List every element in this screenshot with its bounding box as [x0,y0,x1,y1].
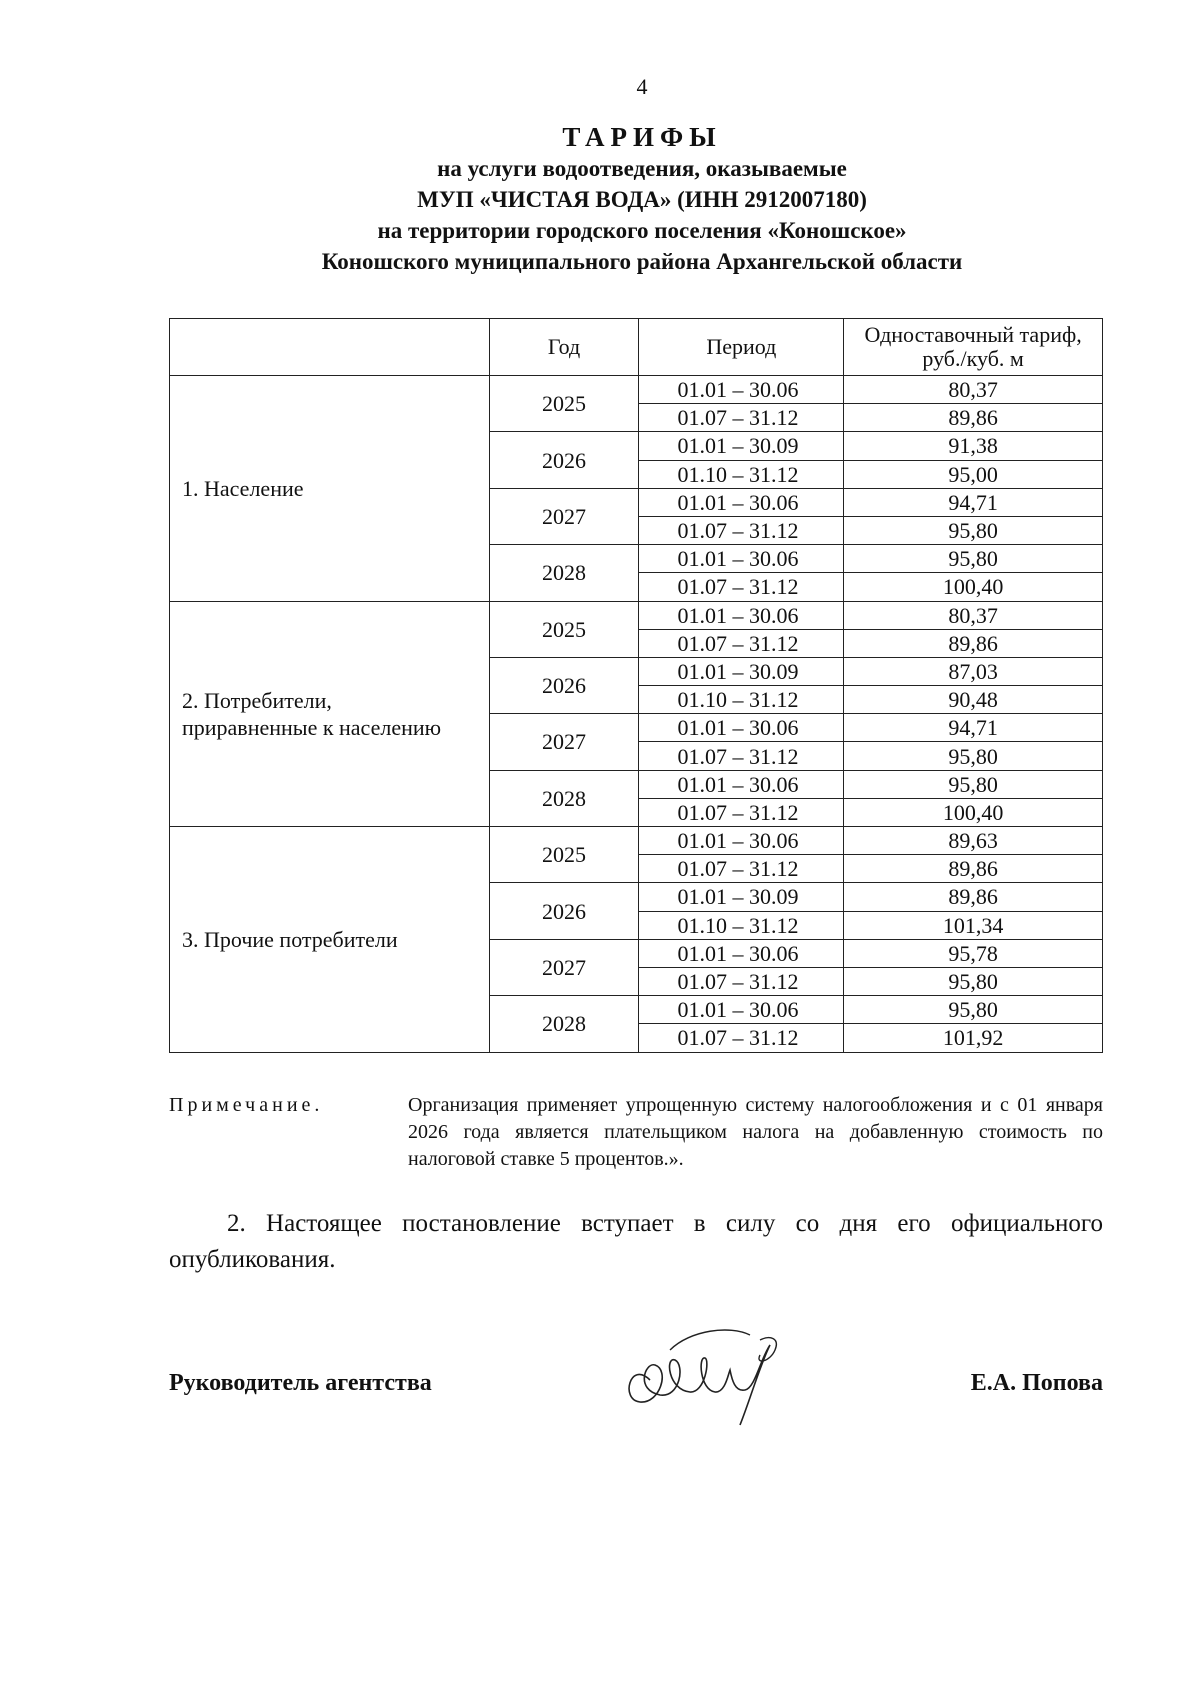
table-row [170,601,1103,629]
header-year: Год [489,319,639,376]
period-cell: 01.01 – 30.09 [639,657,844,685]
year-cell: 2028 [489,996,639,1052]
title-line-4: Коношского муниципального района Архангельской области [321,249,963,274]
header-tariff [844,319,1103,376]
period-cell: 01.01 – 30.09 [639,883,844,911]
period-cell: 01.10 – 31.12 [639,686,844,714]
period-cell: 01.01 – 30.06 [639,770,844,798]
tariff-value-cell: 95,78 [844,939,1103,967]
tariff-value-cell: 100,40 [844,573,1103,601]
effective-date-paragraph: 2. Настоящее постановление вступает в силу со дня его официального опубликования. [169,1210,1103,1273]
period-cell: 01.01 – 30.06 [639,376,844,404]
category-line1: 1. Население [182,475,304,501]
document-title [0,122,1200,277]
year-cell: 2027 [489,488,639,544]
year-cell: 2026 [489,657,639,713]
tariff-value-cell: 89,63 [844,827,1103,855]
period-cell: 01.07 – 31.12 [639,516,844,544]
year-cell: 2025 [489,601,639,657]
table-row [170,827,1103,855]
period-cell: 01.01 – 30.06 [639,827,844,855]
year-cell: 2025 [489,376,639,432]
year-cell: 2026 [489,432,639,488]
table-body [170,376,1103,1053]
tariff-value-cell: 95,80 [844,516,1103,544]
tariff-value-cell: 95,80 [844,996,1103,1024]
tariff-value-cell: 80,37 [844,601,1103,629]
period-cell: 01.01 – 30.06 [639,488,844,516]
period-cell: 01.07 – 31.12 [639,798,844,826]
header-period: Период [639,319,844,376]
category-cell [170,601,490,827]
note-label: Примечание. [169,1094,324,1116]
tariff-value-cell: 95,80 [844,967,1103,995]
tariff-value-cell: 89,86 [844,404,1103,432]
tariff-value-cell: 91,38 [844,432,1103,460]
year-cell: 2028 [489,770,639,826]
period-cell: 01.01 – 30.06 [639,996,844,1024]
period-cell: 01.01 – 30.06 [639,545,844,573]
tariff-value-cell: 95,80 [844,545,1103,573]
tariff-value-cell: 95,80 [844,770,1103,798]
header-tariff-line1: Одноставочный тариф, [864,322,1082,347]
header-tariff-line2: руб./куб. м [922,346,1024,371]
tariff-value-cell: 101,34 [844,911,1103,939]
year-cell: 2028 [489,545,639,601]
period-cell: 01.10 – 31.12 [639,911,844,939]
title-line-3: на территории городского поселения «Коношское» [377,218,907,243]
title-line-1: на услуги водоотведения, оказываемые [437,156,847,181]
category-line1: 3. Прочие потребители [182,926,398,952]
header-category [170,319,490,376]
period-cell: 01.07 – 31.12 [639,629,844,657]
year-cell: 2027 [489,939,639,995]
period-cell: 01.07 – 31.12 [639,404,844,432]
table-header-row [170,319,1103,376]
signatory-role: Руководитель агентства [169,1370,432,1396]
title-main: ТАРИФЫ [562,122,722,152]
period-cell: 01.01 – 30.06 [639,939,844,967]
tariff-value-cell: 89,86 [844,629,1103,657]
tariff-value-cell: 95,00 [844,460,1103,488]
page-number: 4 [636,74,648,99]
tariff-value-cell: 94,71 [844,714,1103,742]
category-line2: приравненные к населению [182,714,442,740]
period-cell: 01.07 – 31.12 [639,742,844,770]
note-text: Организация применяет упрощенную систему налогообложения и с 01 января 2026 года является плательщиком налога на добавленную стоимость по налоговой ставке 5 процентов.». [408,1094,1103,1170]
tariff-value-cell: 95,80 [844,742,1103,770]
period-cell: 01.01 – 30.06 [639,601,844,629]
category-line1: 2. Потребители, [182,687,332,713]
tariff-value-cell: 80,37 [844,376,1103,404]
category-cell [170,827,490,1053]
period-cell: 01.01 – 30.09 [639,432,844,460]
tariff-value-cell: 94,71 [844,488,1103,516]
period-cell: 01.07 – 31.12 [639,855,844,883]
year-cell: 2025 [489,827,639,883]
tariff-value-cell: 90,48 [844,686,1103,714]
handwritten-signature-icon [610,1320,800,1430]
category-cell [170,376,490,602]
tariff-table [169,318,1103,1053]
period-cell: 01.07 – 31.12 [639,967,844,995]
year-cell: 2027 [489,714,639,770]
title-line-2: МУП «ЧИСТАЯ ВОДА» (ИНН 2912007180) [417,187,867,212]
tariff-value-cell: 101,92 [844,1024,1103,1052]
tariff-value-cell: 87,03 [844,657,1103,685]
signatory-name: Е.А. Попова [970,1370,1103,1396]
period-cell: 01.01 – 30.06 [639,714,844,742]
tariff-value-cell: 100,40 [844,798,1103,826]
year-cell: 2026 [489,883,639,939]
tariff-value-cell: 89,86 [844,883,1103,911]
tariff-value-cell: 89,86 [844,855,1103,883]
period-cell: 01.07 – 31.12 [639,573,844,601]
period-cell: 01.07 – 31.12 [639,1024,844,1052]
period-cell: 01.10 – 31.12 [639,460,844,488]
table-row [170,376,1103,404]
